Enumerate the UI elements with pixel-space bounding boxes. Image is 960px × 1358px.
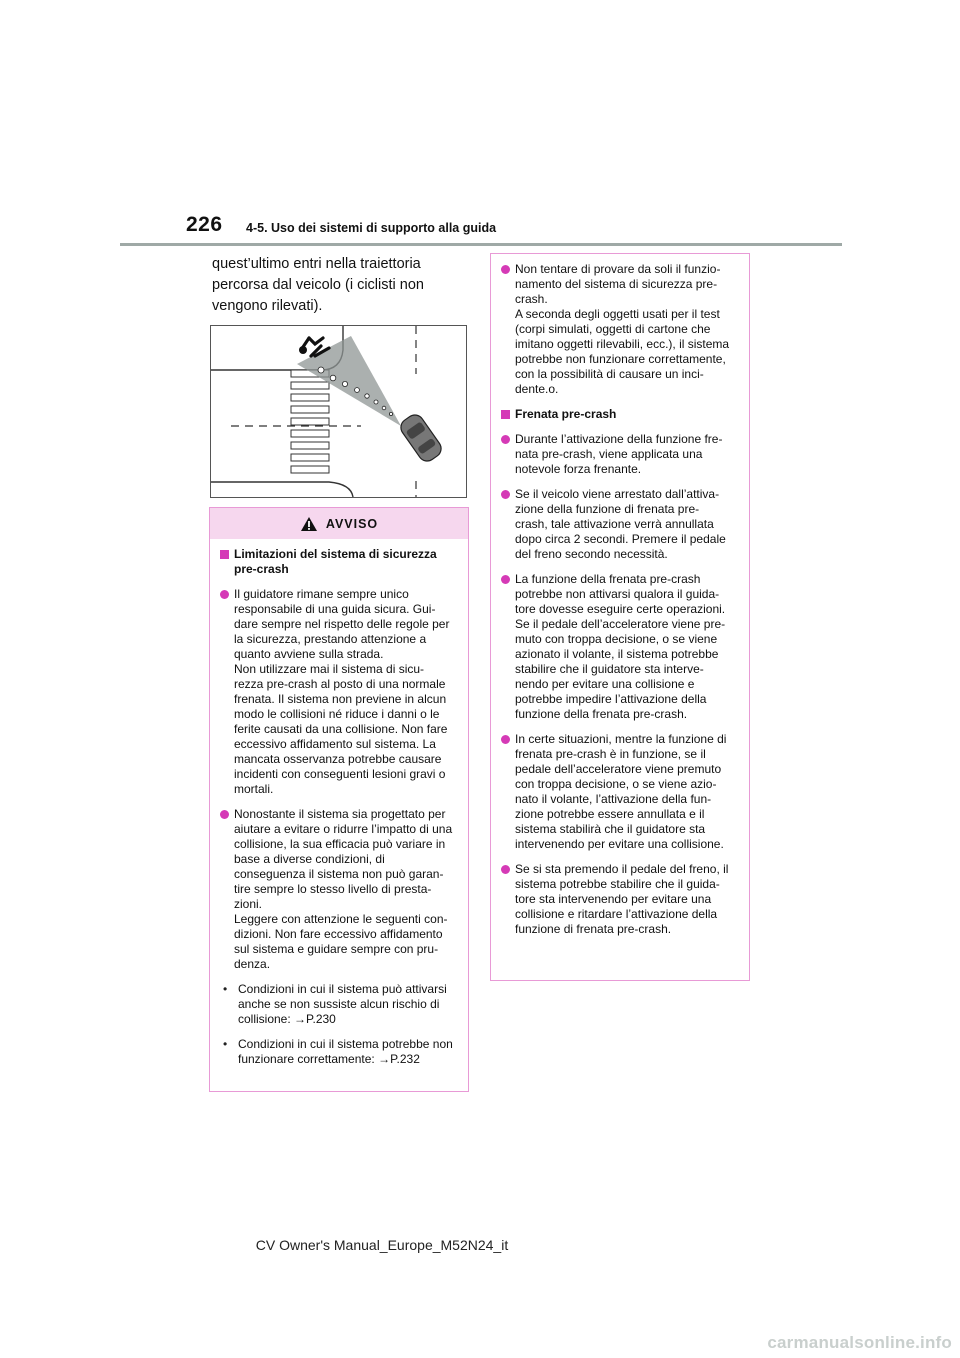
warning-box <box>209 507 469 1092</box>
right-heading: Frenata pre-crash <box>501 407 739 422</box>
bullet-icon <box>501 575 510 584</box>
dot-bullet-icon: • <box>223 1037 228 1051</box>
right-top-bullet: Non tentare di provare da soli il funzio- namento del sistema di sicurezza pre- crash. A seconda degli oggetti usati per il test (corpi simulati, oggetti di cartone che imitano oggetti rilevabili, ecc.), il sistema potrebbe non funzionare correttamente, con la possibilità di causare un inci- dente.o. <box>501 262 739 397</box>
bullet-icon <box>501 735 510 744</box>
warning-triangle-icon <box>300 516 318 532</box>
footer-text: CV Owner's Manual_Europe_M52N24_it <box>255 1237 509 1253</box>
warning-header <box>210 508 468 539</box>
header-rule <box>120 243 842 246</box>
section-title: 4-5. Uso dei sistemi di supporto alla guida <box>246 221 497 235</box>
right-bullet: La funzione della frenata pre-crash potrebbe non attivarsi qualora il guida- tore dovesse eseguire certe operazioni. Se il pedale dell’acceleratore viene pre- muto con troppa decisione, o se viene azionato il volante, il sistema potrebbe stabilire che il guidatore sta interve- nendo per evitare una collisione e potrebbe impedire l’attivazione della funzione della frenata pre-crash. <box>501 572 739 722</box>
square-bullet-icon <box>501 410 510 419</box>
bullet-icon <box>501 490 510 499</box>
right-bullet: Se si sta premendo il pedale del freno, il sistema potrebbe stabilire che il guida- tore sta intervenendo per evitare una collisione e ritardare l’attivazione della funzione di frenata pre-crash. <box>501 862 739 937</box>
bullet-icon <box>220 590 229 599</box>
warning-title: AVVISO <box>325 516 379 531</box>
warning-heading: Limitazioni del sistema di sicurezza pre-crash <box>220 547 458 577</box>
square-bullet-icon <box>220 550 229 559</box>
footer <box>0 1237 960 1253</box>
bullet-icon <box>220 810 229 819</box>
page-number: 226 <box>186 213 223 236</box>
right-bullet: Se il veicolo viene arrestato dall’attiva- zione della funzione di frenata pre- crash, tale attivazione verrà annullata dopo circa 2 secondi. Premere il pedale del freno secondo necessità. <box>501 487 739 562</box>
warning-bullet: Il guidatore rimane sempre unico responsabile di una guida sicura. Gui- dare sempre nel rispetto delle regole per la sicurezza, prestando attenzione a quanto avviene sulla strada. Non utilizzare mai il sistema di sicu- rezza pre-crash al posto di una normale frenata. Il sistema non previene in alcun modo le collisioni né riduce i danni o le ferite causati da una collisione. Non fare eccessivo affidamento sul sistema. La mancata osservanza potrebbe causare incidenti con conseguenti lesioni gravi o mortali. <box>220 587 458 797</box>
bullet-icon <box>501 435 510 444</box>
watermark[interactable]: carmanualsonline.info <box>767 1333 952 1352</box>
right-bullet: Durante l’attivazione della funzione fre- nata pre-crash, viene applicata una notevole forza frenante. <box>501 432 739 477</box>
warning-subitem: • Condizioni in cui il sistema può attivarsi anche se non sussiste alcun rischio di collisione: →P.230 <box>223 982 447 1026</box>
cyclist-detection-illustration <box>210 325 467 498</box>
dot-bullet-icon: • <box>223 982 228 996</box>
warning-bullet: Nonostante il sistema sia progettato per aiutare a evitare o ridurre l’impatto di una collisione, la sua efficacia può variare in base a diverse condizioni, di conseguenza il sistema non può garan- tire sempre lo stesso livello di presta- zioni. Leggere con attenzione le seguenti con- dizioni. Non fare eccessivo affidamento sul sistema e guidare sempre con pru- denza. <box>220 807 458 972</box>
intro-text: quest’ultimo entri nella traiettoria percorsa dal veicolo (i ciclisti non vengono rilevati). <box>212 256 424 314</box>
bullet-icon <box>501 265 510 274</box>
right-column-box <box>490 253 750 981</box>
bullet-icon <box>501 865 510 874</box>
right-bullet: In certe situazioni, mentre la funzione di frenata pre-crash è in funzione, se il pedale dell’acceleratore viene premuto con troppa decisione, o se viene azio- nato il volante, l’attivazione della fun- zione potrebbe essere annullata e il sistema stabilirà che il guidatore sta intervenendo per evitare una collisione. <box>501 732 739 852</box>
warning-subitem: • Condizioni in cui il sistema potrebbe non funzionare correttamente: →P.232 <box>223 1037 453 1066</box>
